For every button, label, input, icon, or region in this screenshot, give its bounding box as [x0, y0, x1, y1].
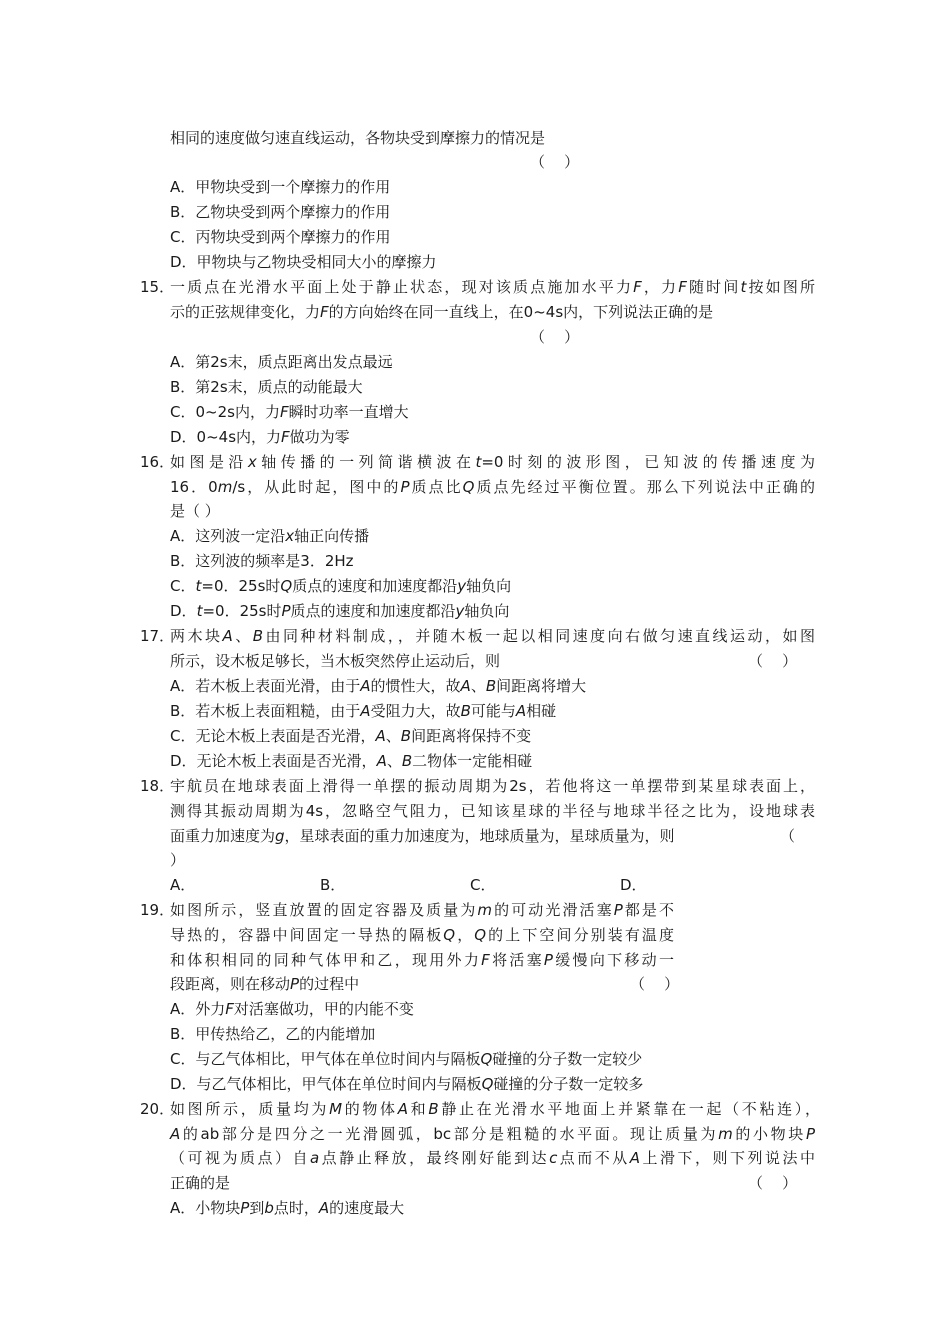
q16-option-b: B．这列波的频率是3．2Hz [170, 552, 354, 570]
q20-stem-line2: A的ab部分是四分之一光滑圆弧，bc部分是粗糙的水平面。现让质量为m的小物块P [170, 1125, 815, 1143]
q18-option-b: B． [320, 876, 346, 894]
q16-option-c: C．t=0．25s时Q质点的速度和加速度都沿y轴负向 [170, 577, 512, 595]
q17-answer-blank: （ ） [748, 652, 798, 670]
q14-stem-continuation: 相同的速度做匀速直线运动，各物块受到摩擦力的情况是 [170, 129, 546, 147]
q16-stem-line2: 16．0m/s，从此时起，图中的P质点比Q质点先经过平衡位置。那么下列说法中正确的 [170, 478, 815, 496]
q16-option-a-real: A．这列波一定沿x轴正向传播 [170, 527, 370, 545]
q14-option-d: D．甲物块与乙物块受相同大小的摩擦力 [170, 253, 437, 271]
q18-option-d: D． [620, 876, 647, 894]
q18-stem-line3: 面重力加速度为g，星球表面的重力加速度为，地球质量为，星球质量为，则 [170, 827, 675, 845]
q19-answer-blank: （ ） [630, 975, 680, 993]
q18-stem-line1: 宇航员在地球表面上滑得一单摆的振动周期为2s，若他将这一单摆带到某星球表面上， [170, 777, 815, 795]
q19-option-a: A．外力F对活塞做功，甲的内能不变 [170, 1000, 414, 1018]
q19-number: 19． [140, 901, 175, 919]
q17-stem-line2: 所示，设木板足够长，当木板突然停止运动后，则 [170, 652, 501, 670]
q17-option-a: A．若木板上表面光滑，由于A的惯性大，故A、B间距离将增大 [170, 677, 587, 695]
q18-answer-blank-close: ） [170, 851, 186, 869]
q20-stem-line3: （可视为质点）自a点静止释放，最终刚好能到达c点而不从A上滑下，则下列说法中 [170, 1149, 815, 1167]
q17-stem-line1: 两木块A、B由同种材料制成，，并随木板一起以相同速度向右做匀速直线运动，如图 [170, 627, 815, 645]
q14-option-c: C．丙物块受到两个摩擦力的作用 [170, 228, 391, 246]
q20-stem-line1: 如图所示，质量均为M的物体A和B静止在光滑水平地面上并紧靠在一起（不粘连）， [170, 1100, 820, 1118]
q20-option-a: A．小物块P到b点时，A的速度最大 [170, 1199, 405, 1217]
q14-answer-blank: （ ） [530, 153, 580, 171]
q18-stem-line2: 测得其振动周期为4s，忽略空气阻力，已知该星球的半径与地球半径之比为，设地球表 [170, 802, 815, 820]
q16-number: 16． [140, 453, 175, 471]
q16-stem-line1: 如图是沿x轴传播的一列简谐横波在t=0时刻的波形图，已知波的传播速度为 [170, 453, 815, 471]
q19-option-b: B．甲传热给乙，乙的内能增加 [170, 1025, 376, 1043]
q18-answer-blank-open: （ [780, 827, 796, 845]
q17-option-b: B．若木板上表面粗糙，由于A受阻力大，故B可能与A相碰 [170, 702, 557, 720]
q18-option-a: A． [170, 876, 196, 894]
q19-stem-line1: 如图所示，竖直放置的固定容器及质量为m的可动光滑活塞P都是不 [170, 901, 674, 919]
q15-number: 15． [140, 278, 175, 296]
q16-stem-line3: 是（ ） [170, 502, 220, 520]
q19-option-c: C．与乙气体相比，甲气体在单位时间内与隔板Q碰撞的分子数一定较少 [170, 1050, 643, 1068]
q17-option-d: D．无论木板上表面是否光滑，A、B二物体一定能相碰 [170, 752, 533, 770]
q15-stem-line2: 示的正弦规律变化，力F的方向始终在同一直线上，在0~4s内，下列说法正确的是 [170, 303, 714, 321]
q17-option-c: C．无论木板上表面是否光滑，A、B间距离将保持不变 [170, 727, 532, 745]
q14-option-a: A．甲物块受到一个摩擦力的作用 [170, 178, 391, 196]
q15-option-b: B．第2s末，质点的动能最大 [170, 378, 363, 396]
q16-option-d: D．t=0．25s时P质点的速度和加速度都沿y轴负向 [170, 602, 510, 620]
q15-answer-blank: （ ） [530, 328, 580, 346]
q15-option-a: A．第2s末，质点距离出发点最远 [170, 353, 393, 371]
q20-stem-line4: 正确的是 [170, 1174, 231, 1192]
q18-number: 18． [140, 777, 175, 795]
q15-option-c: C．0~2s内，力F瞬时功率一直增大 [170, 403, 409, 421]
q19-stem-line3: 和体积相同的同种气体甲和乙，现用外力F将活塞P缓慢向下移动一 [170, 951, 674, 969]
q17-number: 17． [140, 627, 175, 645]
q18-option-c: C． [470, 876, 496, 894]
q19-option-d: D．与乙气体相比，甲气体在单位时间内与隔板Q碰撞的分子数一定较多 [170, 1075, 644, 1093]
q15-stem-line1: 一质点在光滑水平面上处于静止状态，现对该质点施加水平力F，力F随时间t按如图所 [170, 278, 815, 296]
q19-stem-line2: 导热的，容器中间固定一导热的隔板Q，Q的上下空间分别装有温度 [170, 926, 674, 944]
q20-answer-blank: （ ） [748, 1174, 798, 1192]
q20-number: 20． [140, 1100, 175, 1118]
q15-option-d: D．0~4s内，力F做功为零 [170, 428, 350, 446]
q19-stem-line4: 段距离，则在移动P的过程中 [170, 975, 360, 993]
q14-option-b: B．乙物块受到两个摩擦力的作用 [170, 203, 391, 221]
